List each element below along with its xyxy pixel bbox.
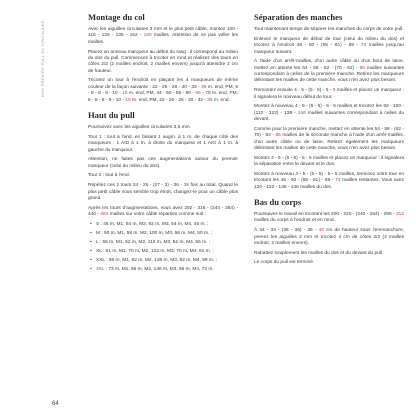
text-run: S : 46 m, M1, 54 m, M2, 92 m, M3, 54 m, M4, 46 m. ; [96,221,209,227]
paragraph [88,125,238,131]
text-run: cm de hauteur sous l'emmanchure, prenez les aiguilles 3 mm et tricotez 4 cm de côtes 2/2 (2 mailles endroit, 2 mailles envers). [254,228,404,246]
paragraph [88,206,238,219]
text-run: Montez à nouveau 4 - 5 - (5 - 5) - 5 - 5 mailles, terminez votre tour en tricotant les 46 - 50 - (55 - 61) - 69 - [254,171,404,184]
paragraph [88,27,238,46]
highlighted-count: 73 [335,178,341,184]
text-run: Poursuivez le travail en tricotant les 200 - 220 - (240 - 264) - 296 - [254,212,396,218]
highlighted-count: 86 [359,65,365,71]
paragraph [254,88,404,101]
running-head: MON PREMIER PULL EN CIRCULAIRE [41,20,45,98]
text-run: Tricotez un tour à l'endroit en plaçant les 4 marqueurs de même couleur de la façon suivante : 22 - 25 - 28 - 30 - 33 - [88,78,238,90]
right-column [254,12,404,270]
text-run: Attention, ne faites pas ces augmentations autour du premier marqueur (celui du milieu du dos). [88,157,238,169]
text-run: XXL : 69 m, M1, 82 m, M2, 138 m, M3, 82 m, M4, 69 m. ; [96,257,217,263]
paragraph [254,127,404,153]
highlighted-count: 73 [360,43,367,49]
highlighted-count: 3XL : [96,266,109,272]
highlighted-count: 10 [125,97,131,103]
text-run: mailles restantes. Vous avez 120 - 132 - 138 - 146 mailles du dos. [254,178,404,190]
section-body-col [88,27,238,104]
bullet-icon: • [90,239,92,245]
text-run: Placez un anneau marqueur au début du rang : il correspond au milieu du dos du pull. Commencez à tricoter en rond et réalisez des tours en côtes 2/2 (2 mailles endroit, 2 mailles envers) jusqu'à atteindre 2 cm de hauteur. [88,49,238,74]
section-title-bas: Bas du corps [254,197,302,208]
text-run: Tout maintenant temps de séparer les manches du corps de votre pull. [254,27,404,32]
text-run: À 34 - 34 - (36 - 36) - 36 - [254,228,319,234]
section-body-haut [88,125,238,218]
highlighted-count: 464 [100,212,109,218]
highlighted-count: 40 [318,228,324,234]
text-run: - 70 m. end, PM, 6 - 8 - 8 - 8 - 10 - [88,91,238,103]
text-run: m. end, PM, 44 - 50 - 56 - 60 - [127,91,196,97]
size-breakdown-list [88,222,238,273]
text-run: L : 55 m, M1, 62 m, M2, 110 m, M3, 62 m, M4, 55 m. ; [96,239,211,245]
highlighted-count: 38 [183,183,189,189]
text-run: fois au total. Quand le plus petit câble vous semble trop étroit, changez-le pour un câble plus grand. [88,183,239,201]
text-run: Tour 2 : tout à l'end. [88,173,130,179]
left-column [88,12,238,276]
text-run: m. end, PM, 22 - 25 - 28 - 30 - 33 - [130,97,208,103]
text-run: Poursuivez avec les aiguilles circulaires 3,5 mm. [88,125,191,131]
highlighted-count: 35 [207,97,213,103]
text-run: M : 50 m, M1, 58 m, M2, 100 m, M3, 58 m, M4, 50 m. ; [96,230,212,236]
list-item [88,258,238,264]
list-item [88,222,238,228]
paragraph [88,78,238,104]
paragraph [254,228,404,247]
section-title-separation: Séparation des manches [254,12,343,22]
list-item [88,249,238,255]
highlighted-count: 66 [195,91,201,97]
text-run: À l'aide d'un arrêt-mailles, d'un autre câble ou d'un bout de laine, mettez en attente les 54 - 58 - 62 - (70 - 82) - [254,59,404,71]
text-run: mailles de la seconde manche à l'aide d'un arrêt-mailles, d'un autre câble ou de laine. Retirez également les marqueurs délimitant les mailles de cette manche, vous n'en avez plus besoin. [254,133,404,151]
text-run: mailles. Attention de ne pas vriller les mailles. [88,33,238,45]
paragraph [88,157,238,170]
paragraph [254,104,404,123]
paragraph [88,135,238,154]
text-run: Rabattez souplement les mailles du dos et du devant du pull. [254,250,384,256]
list-item [88,240,238,246]
bullet-icon: • [90,221,92,227]
paragraph [88,183,238,202]
bullet-icon: • [90,257,92,263]
text-run: m. end. [212,97,230,103]
text-run: Avec les aiguilles circulaires 3 mm et le plus petit câble, montez 100 - 116 - 128 - 136 - 152 - [88,27,238,39]
text-run: mailles suivantes correspondant à celles du devant. [254,110,404,123]
highlighted-count: 146 [297,110,306,116]
bullet-icon: • [90,248,92,254]
section-body-bas [254,212,404,267]
paragraph [88,173,238,179]
paragraph [254,212,404,225]
text-run: Tour 1 : tout à l'end. en faisant 1 augm. à 1 m. de chaque côté des marqueurs : 1 AID à 1 m. à droite du marqueur et 1 AIG à 1 m. à gauche du marqueur. [88,134,238,153]
text-run: Enlevez le marqueur de début de tour (celui du milieu du dos) et tricotez à l'endroit 46 - 50 - (55 - 61) - 69 - [254,36,404,49]
text-run: Le corps du pull est terminé. [254,260,315,266]
section-title-col: Montage du col [88,12,145,22]
text-run: Montez à nouveau 4 - 5 - (5 - 5) - 5 - 5 mailles et tricotez les 92 - 100 - (110 - 122) - 138 - [254,104,404,116]
text-run: m. end, PM, 6 - 8 - 8 - 8 - 10 - [88,84,238,97]
text-run: mailles suivantes correspondant à celles de la première manche. Retirez les marqueurs délimitant les mailles de cette manche, vous n'en avez plus besoin. [254,65,404,84]
highlighted-count: 86 [275,133,281,139]
highlighted-count: 5 [332,88,336,94]
text-run: mailles jusqu'au marqueur suivant. [254,43,405,55]
text-run: mailles sur votre câble réparties comme suit : [108,212,206,218]
bullet-icon: • [90,230,92,236]
text-run: mailles du corps à l'endroit et en rond. [254,218,335,224]
highlighted-count: 10 [122,91,128,97]
highlighted-count: 160 [143,33,152,39]
highlighted-count: 312 [395,212,404,218]
paragraph [254,251,404,257]
list-item [88,231,238,237]
paragraph [254,27,404,33]
paragraph [254,260,404,266]
list-item [88,267,238,273]
text-run: 73 m, M1, 86 m, M2, 146 m, M3, 86 m, M4, 73 m. [108,266,214,272]
section-body-separation [254,27,404,191]
text-run: Remontez ensuite 4 - 5 - (5 - 5) - 5 - [254,88,333,94]
highlighted-count: 35 [201,84,207,90]
bullet-icon: • [90,266,92,272]
paragraph [254,156,404,169]
paragraph [88,50,238,76]
paragraph [254,59,404,85]
section-title-haut: Haut du pull [88,110,135,121]
page-number: 64 [52,401,59,407]
text-run: Après les tours d'augmentations, vous avez 292 - 316 - (344 - 364) - 440 - [88,205,238,218]
text-run: Comme pour la première manche, mettez en attente les 54 - 58 - (62 - 70) - 82 - [254,126,404,139]
text-run: Répétez ces 2 tours 24 - 25 - (27 - 3) - 36 - [88,183,184,189]
paragraph [254,172,404,191]
text-run: XL : 61 m, M1, 70 m, M2, 122 m, M3, 70 m, M4, 61 m. ; [96,248,214,254]
text-run: Montez 4 - 5 - (5 - 5) - 5 - 5 mailles et placez un marqueur : il signalera la séparation entre le devant et le dos. [254,155,404,168]
paragraph [254,37,404,56]
text-run: mailles et placez un marqueur : il signalera le nouveau début de tour. [254,88,404,100]
